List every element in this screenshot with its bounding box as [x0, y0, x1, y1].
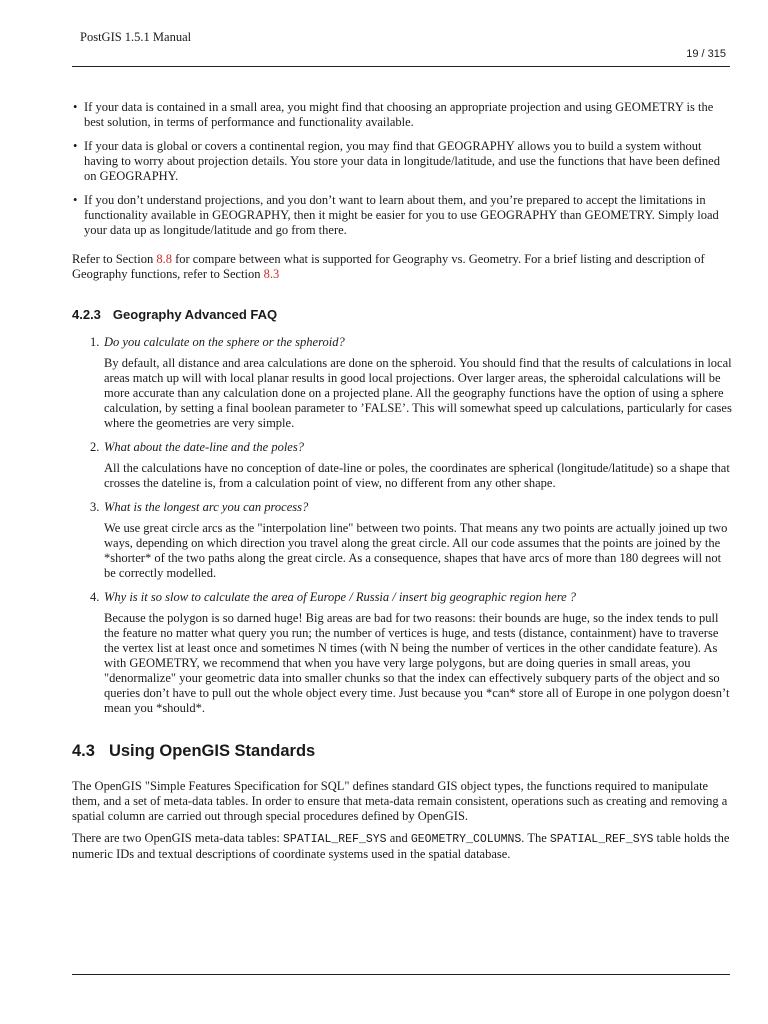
faq-heading: 4.2.3 Geography Advanced FAQ — [72, 307, 278, 322]
list-item: • If you don’t understand projections, and you don’t want to learn about them, and you’re prepared to accept the limitations in functionality available in GEOGRAPHY, then it might be easier for you to use GEOGRAPHY than GEOMETRY. Simply load your data up as longitude/latitude and go from there. — [73, 193, 719, 237]
faq-item: 2. What about the date-line and the poles? All the calculations have no conception of date-line or poles, the coordinates are spherical (longitude/latitude) so a shape that crosses the dateline is, from a calculation point of view, no different from any other shape. — [72, 440, 732, 491]
faq-question: Why is it so slow to calculate the area of Europe / Russia / insert big geographic region here ? — [104, 590, 577, 604]
opengis-heading: 4.3 Using OpenGIS Standards — [72, 742, 316, 760]
bullet-glyph: • — [73, 100, 78, 114]
faq-question: Do you calculate on the sphere or the spheroid? — [104, 335, 345, 349]
faq-item: 4. Why is it so slow to calculate the area of Europe / Russia / insert big geographic region here ? Because the polygon is so darned huge! Big areas are bad for two reasons: their bounds are huge, so the index tends to pull the feature no matter what query you run; the number of vertices is huge, and tests (distance, containment) have to traverse the vertex list at least once and sometimes N times (with N being the number of vertices in the other candidate feature). As with GEOMETRY, we recommend that when you have very large polygons, but are doing queries in small areas, you "denormalize" your geometric data into smaller chunks so that the index can effectively subquery parts of the object and so queries don’t have to pull out the whole object every time. Just because you *can* store all of Europe in one polygon doesn’t mean you *should*. — [72, 590, 732, 716]
faq-answer: By default, all distance and area calculations are done on the spheroid. You should find that the results of calculations in local areas match up will with local planar results in good local projections. Over larger areas, the spheroidal calculations will be more accurate than any calculation done on a projected plane. All the geography functions have the option of using a sphere calculation, by setting a final boolean parameter to ’FALSE’. This will somewhat speed up calculations, particularly for cases where the geometries are very simple. — [104, 356, 732, 430]
faq-answer: All the calculations have no conception of date-line or poles, the coordinates are spherical (longitude/latitude) so a shape that crosses the dateline is, from a calculation point of view, no different from any other shape. — [104, 461, 730, 490]
metadata-tables-paragraph: There are two OpenGIS meta-data tables: SPATIAL_REF_SYS and GEOMETRY_COLUMNS. The SPATIAL_REF_SYS table holds the numeric IDs and textual descriptions of coordinate systems used in the spatial database. — [72, 831, 730, 861]
section-8-8-link[interactable]: 8.8 — [156, 252, 172, 266]
running-header-title: PostGIS 1.5.1 Manual — [80, 30, 192, 44]
opengis-paragraph: The OpenGIS "Simple Features Specification for SQL" defines standard GIS object types, the functions required to manipulate them, and a set of meta-data tables. In order to ensure that meta-data remain consistent, operations such as creating and removing a spatial column are carried out through special procedures defined by OpenGIS. — [72, 779, 728, 823]
list-item: • If your data is global or covers a continental region, you may find that GEOGRAPHY allows you to build a system without having to worry about projection details. You store your data in longitude/latitude, and use the functions that have been defined on GEOGRAPHY. — [73, 139, 720, 183]
faq-list — [72, 335, 732, 716]
footer-rule — [72, 974, 730, 975]
spatial-ref-sys-code: SPATIAL_REF_SYS — [549, 833, 654, 846]
header-rule — [72, 66, 730, 67]
bullet-glyph: • — [73, 193, 78, 207]
faq-question: What is the longest arc you can process? — [104, 500, 309, 514]
faq-answer: We use great circle arcs as the "interpolation line" between two points. That means any two points are actually joined up two ways, depending on which direction you travel along the great circle. All our code assumes that the points are joined by the *shorter* of the two paths along the great circle. As a consequence, shapes that have arcs of more than 180 degrees will not be correctly modelled. — [104, 521, 728, 580]
section-8-3-link[interactable]: 8.3 — [263, 267, 280, 281]
geometry-columns-code: GEOMETRY_COLUMNS — [410, 833, 522, 846]
faq-item: 3. What is the longest arc you can process? We use great circle arcs as the "interpolation line" between two points. That means any two points are actually joined up two ways, depending on which direction you travel along the great circle. All our code assumes that the points are joined by the *shorter* of the two paths along the great circle. As a consequence, shapes that have arcs of more than 180 degrees will not be correctly modelled. — [72, 500, 732, 581]
page-body — [72, 100, 732, 862]
faq-item: 1. Do you calculate on the sphere or the spheroid? By default, all distance and area calculations are done on the spheroid. You should find that the results of calculations in local areas match up will with local planar results in good local projections. Over larger areas, the spheroidal calculations will be more accurate than any calculation done on a projected plane. All the geography functions have the option of using a sphere calculation, by setting a final boolean parameter to ’FALSE’. This will somewhat speed up calculations, particularly for cases where the geometries are very simple. — [90, 335, 732, 430]
faq-question: What about the date-line and the poles? — [104, 440, 304, 454]
faq-answer: Because the polygon is so darned huge! Big areas are bad for two reasons: their bounds are huge, so the index tends to pull the feature no matter what query you run; the number of vertices is huge, and tests (distance, containment) have to traverse the vertex list at least once and sometimes N times (with N being the number of vertices in the other candidate feature). As with GEOMETRY, we recommend that when you have very large polygons, but are doing queries in small areas, you "denormalize" your geometric data into smaller chunks so that the index can effectively subquery parts of the object and so queries don’t have to pull out the whole object every time. Just because you *can* store all of Europe in one polygon doesn’t mean you *should*. — [104, 611, 730, 715]
bullet-glyph: • — [73, 139, 78, 153]
refer-paragraph: Refer to Section 8.8 for compare between what is supported for Geography vs. Geometry. For a brief listing and description of Geography functions, refer to Section 8.3 — [72, 252, 705, 281]
list-item: • If your data is contained in a small area, you might find that choosing an appropriate projection and using GEOMETRY is the best solution, in terms of performance and functionality available. — [73, 100, 714, 129]
spatial-ref-sys-code: SPATIAL_REF_SYS — [283, 833, 387, 846]
geometry-vs-geography-list — [72, 100, 732, 238]
page-number: 19 / 315 — [686, 48, 726, 60]
